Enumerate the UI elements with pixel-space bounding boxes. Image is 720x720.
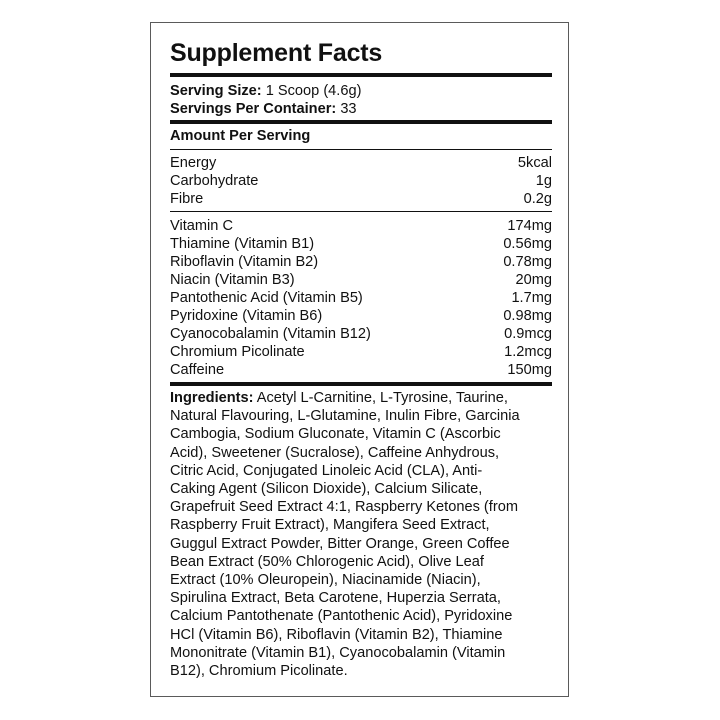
supplement-facts-panel [150,22,569,697]
nutrient-name: Cyanocobalamin (Vitamin B12) [170,326,371,342]
nutrient-name: Energy [170,155,217,171]
nutrient-row-fibre [170,190,552,208]
nutrient-row-pantothenic-acid [170,289,552,307]
nutrient-row-carbohydrate [170,172,552,190]
servings-per-container-label: Servings Per Container: [170,101,337,117]
nutrient-name: Caffeine [170,362,225,378]
ingredients-line: Grapefruit Seed Extract 4:1, Raspberry Ketones (from [170,499,518,516]
nutrient-row-thiamine [170,235,552,253]
ingredients-line: Acid), Sweetener (Sucralose), Caffeine Anhydrous, [170,444,500,461]
macros-divider [170,211,552,212]
nutrient-name: Thiamine (Vitamin B1) [170,236,315,252]
nutrient-name: Niacin (Vitamin B3) [170,272,295,288]
ingredients-line: Spirulina Extract, Beta Carotene, Huperzia Serrata, [170,590,501,607]
ingredients-line: Calcium Pantothenate (Pantothenic Acid), Pyridoxine [170,608,513,625]
panel-title: Supplement Facts [170,39,383,67]
ingredients-line: Raspberry Fruit Extract), Mangifera Seed Extract, [170,517,490,534]
ingredients-line: Guggul Extract Powder, Bitter Orange, Green Coffee [170,535,510,552]
ingredients-line: HCl (Vitamin B6), Riboflavin (Vitamin B2), Thiamine [170,626,503,643]
ingredients-line: Bean Extract (50% Chlorogenic Acid), Olive Leaf [170,553,484,570]
ingredients-line: Natural Flavouring, L-Glutamine, Inulin Fibre, Garcinia [170,408,520,425]
nutrient-row-pyridoxine [170,307,552,325]
header-divider [170,149,552,150]
nutrient-row-riboflavin [170,253,552,271]
nutrient-amount: 0.56mg [503,236,552,252]
ingredients-block [170,389,552,680]
nutrient-row-energy [170,154,552,172]
ingredients-line: Caking Agent (Silicon Dioxide), Calcium Silicate, [170,481,483,498]
nutrient-name: Carbohydrate [170,173,259,189]
nutrient-row-vitamin-c [170,217,552,235]
ingredients-line: Ingredients: Acetyl L-Carnitine, L-Tyrosine, Taurine, [170,390,508,406]
servings-per-container [170,100,552,118]
ingredients-line: Mononitrate (Vitamin B1), Cyanocobalamin (Vitamin [170,644,506,661]
nutrient-name: Vitamin C [170,218,233,234]
servings-per-container-value: 33 [336,101,357,117]
nutrient-amount: 1.7mg [511,290,552,306]
nutrient-amount: 0.9mcg [504,326,552,342]
ingredients-line: Extract (10% Oleuropein), Niacinamide (Niacin), [170,572,481,589]
serving-size-label: Serving Size: [170,83,262,99]
serving-divider [170,120,552,124]
nutrient-amount: 20mg [515,272,552,288]
nutrient-amount: 0.2g [523,191,552,207]
ingredients-divider [170,382,552,386]
ingredients-label: Ingredients: [170,390,254,406]
nutrient-name: Riboflavin (Vitamin B2) [170,254,319,270]
amount-per-serving-header: Amount Per Serving [170,128,311,144]
nutrient-amount: 5kcal [517,155,552,171]
title-divider [170,73,552,77]
nutrient-amount: 1.2mcg [504,344,552,360]
nutrient-row-cyanocobalamin [170,325,552,343]
ingredients-line: Cambogia, Sodium Gluconate, Vitamin C (Ascorbic [170,426,501,443]
nutrient-amount: 1g [535,173,552,189]
ingredients-line: Citric Acid, Conjugated Linoleic Acid (CLA), Anti- [170,462,483,479]
nutrient-row-caffeine [170,361,552,379]
ingredients-line: B12), Chromium Picolinate. [170,663,348,680]
nutrient-amount: 0.98mg [503,308,552,324]
nutrient-name: Pyridoxine (Vitamin B6) [170,308,323,324]
nutrient-row-niacin [170,271,552,289]
nutrient-name: Pantothenic Acid (Vitamin B5) [170,290,363,306]
nutrient-row-chromium-picolinate [170,343,552,361]
nutrient-amount: 0.78mg [503,254,552,270]
serving-size-value: 1 Scoop (4.6g) [261,83,362,99]
nutrient-amount: 174mg [507,218,552,234]
serving-size [170,82,552,100]
nutrient-name: Chromium Picolinate [170,344,305,360]
nutrient-name: Fibre [170,191,204,207]
nutrient-amount: 150mg [507,362,552,378]
